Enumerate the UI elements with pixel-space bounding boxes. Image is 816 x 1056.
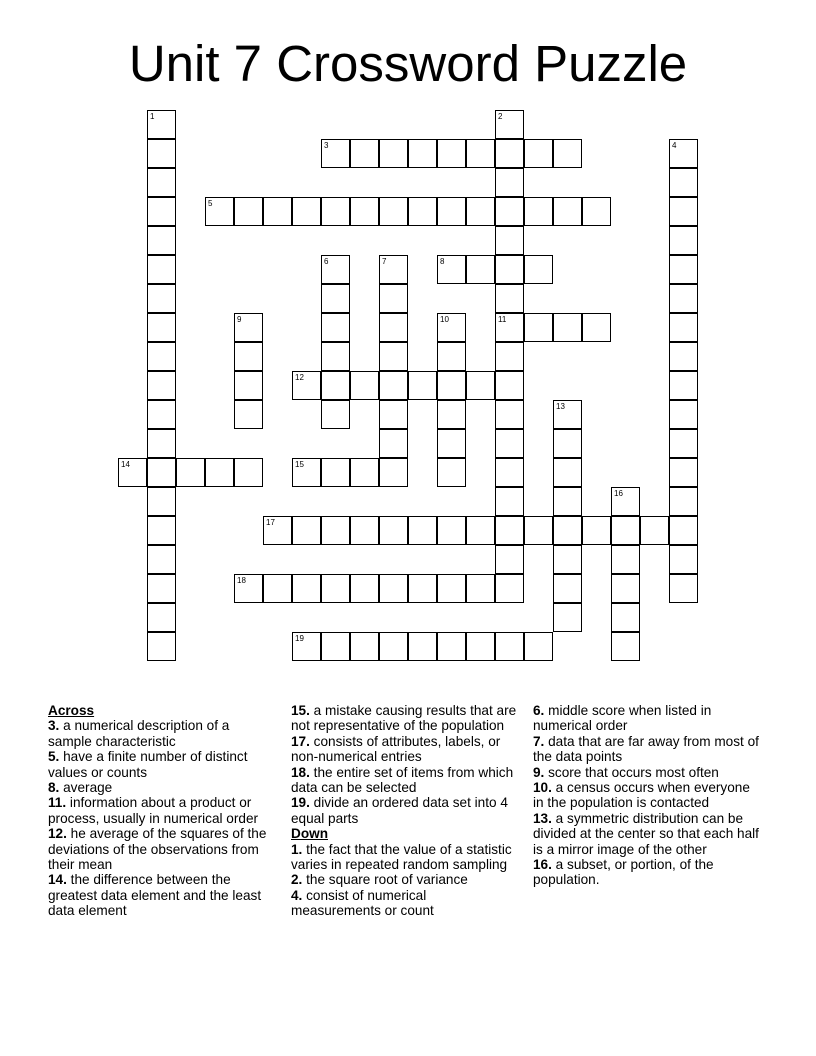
clue-item-number: 16.	[533, 857, 552, 873]
grid-cell[interactable]	[437, 139, 466, 168]
grid-cell[interactable]	[669, 342, 698, 371]
grid-cell[interactable]	[437, 371, 466, 400]
grid-cell[interactable]	[582, 516, 611, 545]
clue-number: 13	[556, 402, 565, 411]
grid-cell[interactable]	[495, 255, 524, 284]
clue-item	[48, 780, 276, 795]
grid-cell[interactable]	[205, 458, 234, 487]
clue-item-number: 12.	[48, 826, 67, 842]
grid-cell[interactable]	[669, 168, 698, 197]
grid-cell[interactable]	[669, 226, 698, 255]
grid-cell[interactable]	[350, 632, 379, 661]
grid-cell[interactable]	[524, 516, 553, 545]
clue-number: 7	[382, 257, 387, 266]
grid-cell[interactable]	[669, 400, 698, 429]
grid-cell[interactable]	[466, 139, 495, 168]
clue-item-number: 7.	[533, 733, 545, 749]
grid-cell[interactable]	[408, 371, 437, 400]
grid-cell[interactable]	[524, 313, 553, 342]
grid-cell[interactable]	[466, 632, 495, 661]
clue-item	[533, 811, 761, 857]
clue-item-text: the fact that the value of a statistic varies in repeated random sampling	[291, 841, 512, 873]
grid-cell[interactable]	[495, 110, 524, 139]
grid-cell[interactable]	[495, 371, 524, 400]
grid-cell[interactable]	[147, 458, 176, 487]
grid-cell[interactable]	[147, 197, 176, 226]
clue-item	[291, 765, 519, 796]
grid-cell[interactable]	[437, 197, 466, 226]
grid-cell[interactable]	[234, 342, 263, 371]
clue-item-text: a census occurs when everyone in the population is contacted	[533, 780, 750, 811]
clue-item-text: data that are far away from most of the data points	[533, 733, 759, 765]
grid-cell[interactable]	[147, 313, 176, 342]
page-title: Unit 7 Crossword Puzzle	[128, 35, 688, 92]
grid-cell[interactable]	[292, 632, 321, 661]
grid-cell[interactable]	[437, 429, 466, 458]
grid-cell[interactable]	[495, 574, 524, 603]
grid-cell[interactable]	[466, 255, 495, 284]
grid-cell[interactable]	[524, 197, 553, 226]
grid-cell[interactable]	[495, 313, 524, 342]
clue-number: 10	[440, 315, 449, 324]
clue-number: 9	[237, 315, 242, 324]
grid-cell[interactable]	[669, 545, 698, 574]
grid-cell[interactable]	[321, 574, 350, 603]
clue-column-1	[48, 703, 276, 919]
clue-item-number: 14.	[48, 872, 67, 888]
grid-cell[interactable]	[466, 371, 495, 400]
grid-cell[interactable]	[234, 458, 263, 487]
clue-item	[291, 795, 519, 826]
clue-item	[48, 826, 276, 872]
grid-cell[interactable]	[321, 516, 350, 545]
grid-cell[interactable]	[292, 458, 321, 487]
clue-item-text: a subset, or portion, of the population.	[533, 857, 714, 888]
grid-cell[interactable]	[495, 197, 524, 226]
grid-cell[interactable]	[466, 516, 495, 545]
grid-cell[interactable]	[350, 574, 379, 603]
clue-number: 3	[324, 141, 329, 150]
grid-cell[interactable]	[669, 458, 698, 487]
clue-item-text: the square root of variance	[302, 872, 468, 888]
grid-cell[interactable]	[147, 574, 176, 603]
grid-cell[interactable]	[321, 400, 350, 429]
grid-cell[interactable]	[611, 545, 640, 574]
grid-cell[interactable]	[669, 197, 698, 226]
grid-cell[interactable]	[669, 487, 698, 516]
grid-cell[interactable]	[495, 139, 524, 168]
grid-cell[interactable]	[437, 313, 466, 342]
grid-cell[interactable]	[524, 139, 553, 168]
grid-cell[interactable]	[437, 632, 466, 661]
grid-cell[interactable]	[147, 400, 176, 429]
clue-item-number: 8.	[48, 780, 60, 796]
grid-cell[interactable]	[147, 429, 176, 458]
grid-cell[interactable]	[611, 574, 640, 603]
clue-item-number: 10.	[533, 780, 552, 796]
clue-item	[48, 795, 276, 826]
clue-number: 17	[266, 518, 275, 527]
clue-number: 5	[208, 199, 213, 208]
grid-cell[interactable]	[669, 284, 698, 313]
grid-cell[interactable]	[321, 197, 350, 226]
grid-cell[interactable]	[553, 400, 582, 429]
grid-cell[interactable]	[408, 632, 437, 661]
grid-cell[interactable]	[321, 284, 350, 313]
grid-cell[interactable]	[582, 313, 611, 342]
clue-item-text: consist of numerical measurements or count	[291, 887, 434, 919]
grid-cell[interactable]	[611, 603, 640, 632]
grid-cell[interactable]	[408, 574, 437, 603]
grid-cell[interactable]	[263, 197, 292, 226]
grid-cell[interactable]	[350, 458, 379, 487]
grid-cell[interactable]	[292, 516, 321, 545]
grid-cell[interactable]	[553, 458, 582, 487]
grid-cell[interactable]	[321, 458, 350, 487]
clue-item-text: divide an ordered data set into 4 equal parts	[291, 795, 508, 826]
clue-item	[291, 703, 519, 734]
clue-item-number: 19.	[291, 795, 310, 811]
clue-item-number: 15.	[291, 703, 310, 718]
grid-cell[interactable]	[495, 429, 524, 458]
grid-cell[interactable]	[437, 342, 466, 371]
grid-cell[interactable]	[669, 255, 698, 284]
grid-cell[interactable]	[350, 371, 379, 400]
grid-cell[interactable]	[553, 429, 582, 458]
grid-cell[interactable]	[147, 284, 176, 313]
grid-cell[interactable]	[379, 458, 408, 487]
grid-cell[interactable]	[611, 487, 640, 516]
grid-cell[interactable]	[553, 516, 582, 545]
clue-item-text: have a finite number of distinct values or counts	[48, 749, 248, 780]
grid-cell[interactable]	[147, 255, 176, 284]
grid-cell[interactable]	[147, 603, 176, 632]
down-heading: Down	[291, 826, 328, 842]
grid-cell[interactable]	[553, 603, 582, 632]
clue-number: 12	[295, 373, 304, 382]
clue-item-number: 17.	[291, 733, 310, 749]
grid-cell[interactable]	[611, 516, 640, 545]
clue-item	[533, 703, 761, 734]
grid-cell[interactable]	[147, 168, 176, 197]
grid-cell[interactable]	[321, 342, 350, 371]
clue-item-text: a mistake causing results that are not representative of the population	[291, 703, 517, 734]
grid-cell[interactable]	[379, 313, 408, 342]
grid-cell[interactable]	[669, 313, 698, 342]
clue-item-text: he average of the squares of the deviations of the observations from their mean	[48, 826, 267, 873]
grid-cell[interactable]	[118, 458, 147, 487]
grid-cell[interactable]	[495, 545, 524, 574]
clue-item-number: 11.	[48, 795, 67, 811]
grid-cell[interactable]	[234, 574, 263, 603]
grid-cell[interactable]	[147, 545, 176, 574]
grid-cell[interactable]	[437, 255, 466, 284]
grid-cell[interactable]	[582, 197, 611, 226]
clue-item	[48, 749, 276, 780]
grid-cell[interactable]	[147, 632, 176, 661]
grid-cell[interactable]	[466, 197, 495, 226]
clue-item	[291, 872, 519, 887]
clue-number: 1	[150, 112, 155, 121]
grid-cell[interactable]	[524, 632, 553, 661]
grid-cell[interactable]	[321, 371, 350, 400]
grid-cell[interactable]	[553, 545, 582, 574]
clue-column-2	[291, 703, 519, 919]
clue-number: 11	[498, 315, 507, 324]
grid-cell[interactable]	[292, 197, 321, 226]
grid-cell[interactable]	[553, 313, 582, 342]
clue-number: 18	[237, 576, 246, 585]
clue-item-number: 6.	[533, 703, 545, 718]
grid-cell[interactable]	[669, 429, 698, 458]
grid-cell[interactable]	[321, 255, 350, 284]
clue-item	[533, 765, 761, 780]
grid-cell[interactable]	[553, 487, 582, 516]
grid-cell[interactable]	[495, 342, 524, 371]
grid-cell[interactable]	[379, 139, 408, 168]
clue-number: 2	[498, 112, 503, 121]
grid-cell[interactable]	[495, 168, 524, 197]
clue-item-text: information about a product or process, usually in numerical order	[48, 795, 259, 826]
grid-cell[interactable]	[669, 574, 698, 603]
grid-cell[interactable]	[263, 574, 292, 603]
grid-cell[interactable]	[611, 632, 640, 661]
clue-column-3	[533, 703, 761, 888]
grid-cell[interactable]	[263, 516, 292, 545]
grid-cell[interactable]	[437, 574, 466, 603]
grid-cell[interactable]	[495, 516, 524, 545]
grid-cell[interactable]	[321, 313, 350, 342]
grid-cell[interactable]	[379, 197, 408, 226]
grid-cell[interactable]	[379, 429, 408, 458]
clue-item-text: the entire set of items from which data can be selected	[291, 764, 514, 796]
grid-cell[interactable]	[350, 197, 379, 226]
grid-cell[interactable]	[205, 197, 234, 226]
clue-item-text: middle score when listed in numerical order	[533, 703, 712, 734]
grid-cell[interactable]	[495, 284, 524, 313]
grid-cell[interactable]	[408, 139, 437, 168]
clue-number: 8	[440, 257, 445, 266]
clue-item-number: 4.	[291, 887, 303, 903]
clue-item	[291, 888, 519, 919]
clue-item	[533, 857, 761, 888]
grid-cell[interactable]	[379, 371, 408, 400]
clue-number: 19	[295, 634, 304, 643]
grid-cell[interactable]	[379, 632, 408, 661]
grid-cell[interactable]	[379, 255, 408, 284]
clue-item-number: 5.	[48, 749, 60, 765]
grid-cell[interactable]	[234, 197, 263, 226]
clue-item-text: the difference between the greatest data element and the least data element	[48, 872, 262, 919]
clue-item	[291, 734, 519, 765]
grid-cell[interactable]	[147, 110, 176, 139]
grid-cell[interactable]	[379, 574, 408, 603]
grid-cell[interactable]	[176, 458, 205, 487]
clue-number: 15	[295, 460, 304, 469]
grid-cell[interactable]	[437, 400, 466, 429]
clue-item	[533, 780, 761, 811]
grid-cell[interactable]	[669, 371, 698, 400]
clue-item-number: 1.	[291, 841, 303, 857]
grid-cell[interactable]	[408, 197, 437, 226]
clue-number: 4	[672, 141, 677, 150]
clue-item-number: 18.	[291, 764, 310, 780]
clue-item	[48, 872, 276, 918]
grid-cell[interactable]	[147, 371, 176, 400]
grid-cell[interactable]	[147, 487, 176, 516]
clue-item	[533, 734, 761, 765]
clue-item-number: 13.	[533, 810, 552, 826]
grid-cell[interactable]	[147, 342, 176, 371]
grid-cell[interactable]	[495, 400, 524, 429]
clue-item-number: 9.	[533, 764, 545, 780]
grid-cell[interactable]	[321, 139, 350, 168]
clue-item-number: 3.	[48, 718, 60, 734]
grid-cell[interactable]	[147, 516, 176, 545]
clue-number: 16	[614, 489, 623, 498]
across-heading: Across	[48, 703, 95, 718]
grid-cell[interactable]	[350, 516, 379, 545]
grid-cell[interactable]	[292, 574, 321, 603]
grid-cell[interactable]	[640, 516, 669, 545]
grid-cell[interactable]	[466, 574, 495, 603]
grid-cell[interactable]	[234, 313, 263, 342]
clue-item	[291, 842, 519, 873]
grid-cell[interactable]	[379, 400, 408, 429]
grid-cell[interactable]	[669, 516, 698, 545]
grid-cell[interactable]	[553, 197, 582, 226]
clue-item-text: a numerical description of a sample characteristic	[48, 718, 230, 749]
grid-cell[interactable]	[379, 516, 408, 545]
grid-cell[interactable]	[379, 284, 408, 313]
grid-cell[interactable]	[553, 139, 582, 168]
clue-number: 6	[324, 257, 329, 266]
clue-item-text: average	[59, 780, 113, 796]
clue-item-text: a symmetric distribution can be divided at the center so that each half is a mirror image of the other	[533, 810, 759, 857]
grid-cell[interactable]	[234, 400, 263, 429]
grid-cell[interactable]	[379, 342, 408, 371]
grid-cell[interactable]	[147, 226, 176, 255]
clue-item	[48, 718, 276, 749]
clue-item-text: consists of attributes, labels, or non-numerical entries	[291, 733, 501, 765]
grid-cell[interactable]	[669, 139, 698, 168]
grid-cell[interactable]	[292, 371, 321, 400]
grid-cell[interactable]	[350, 139, 379, 168]
grid-cell[interactable]	[437, 516, 466, 545]
grid-cell[interactable]	[234, 371, 263, 400]
clue-item-text: score that occurs most often	[544, 764, 719, 780]
grid-cell[interactable]	[524, 255, 553, 284]
grid-cell[interactable]	[437, 458, 466, 487]
grid-cell[interactable]	[553, 574, 582, 603]
grid-cell[interactable]	[495, 226, 524, 255]
clue-number: 14	[121, 460, 130, 469]
clue-item-number: 2.	[291, 872, 303, 888]
grid-cell[interactable]	[321, 632, 350, 661]
grid-cell[interactable]	[408, 516, 437, 545]
grid-cell[interactable]	[495, 458, 524, 487]
grid-cell[interactable]	[495, 632, 524, 661]
grid-cell[interactable]	[495, 487, 524, 516]
grid-cell[interactable]	[147, 139, 176, 168]
